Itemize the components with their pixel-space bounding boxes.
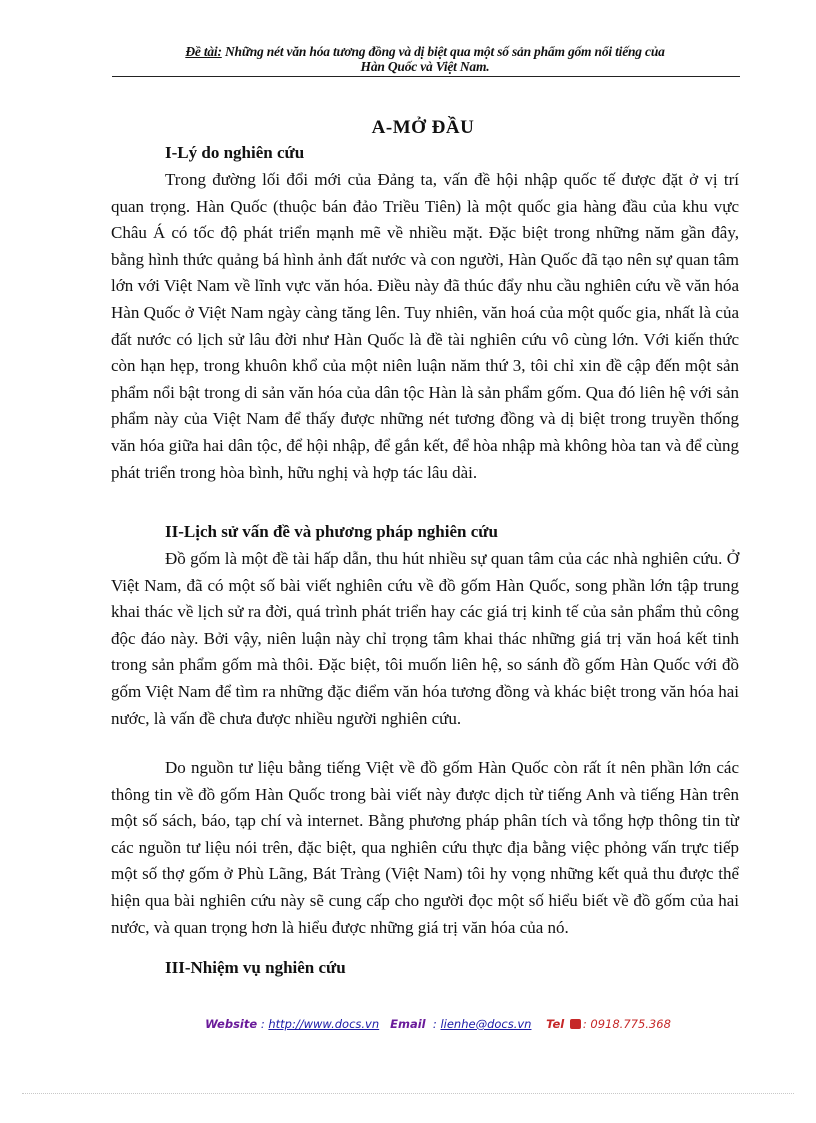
footer-website-link[interactable]: http://www.docs.vn [268, 1017, 380, 1031]
header-label: Đề tài: [185, 44, 222, 59]
header-title-line1: Những nét văn hóa tương đồng và dị biệt qua một số sản phẩm gốm nổi tiếng của [221, 44, 665, 59]
footer-website-label: Website [205, 1017, 258, 1031]
page-footer [0, 1017, 816, 1031]
footer-email-label: Email [390, 1017, 426, 1031]
header-title-line2: Hàn Quốc và Việt Nam. [360, 59, 490, 74]
footer-tel-label: Tel [546, 1017, 565, 1031]
heading-section-1: I-Lý do nghiên cứu [165, 143, 305, 162]
footer-colon: : [260, 1017, 265, 1031]
paragraph-section-2b: Do nguồn tư liệu bằng tiếng Việt về đồ gốm Hàn Quốc còn rất ít nên phần lớn các thông tin về đồ gốm Hàn Quốc trong bài viết này được dịch từ tiếng Anh và tiếng Hàn trên một số sách, báo, tạp chí và internet. Bằng phương pháp phân tích và tổng hợp thông tin từ các nguồn tư liệu nói trên, đặc biệt, qua nghiên cứu thực địa bằng việc phỏng vấn trực tiếp một số thợ gốm ở Phù Lãng, Bát Tràng (Việt Nam) tôi hy vọng những kết quả thu được thể hiện qua bài nghiên cứu này sẽ cung cấp cho người đọc một số hiểu biết về đồ gốm của hai nước, và quan trọng hơn là hiểu được những giá trị văn hóa của nó. [111, 758, 739, 937]
header-divider [112, 76, 740, 77]
footer-email-link[interactable]: lienhe@docs.vn [440, 1017, 532, 1031]
page-bottom-divider [22, 1093, 794, 1094]
phone-icon [570, 1019, 581, 1029]
heading-section-3: III-Nhiệm vụ nghiên cứu [165, 958, 346, 977]
footer-phone-number: 0918.775.368 [590, 1017, 671, 1031]
heading-section-2: II-Lịch sử vấn đề và phương pháp nghiên cứu [165, 522, 498, 541]
page-title: A-MỞ ĐẦU [371, 117, 475, 138]
footer-colon: : [582, 1017, 587, 1031]
paragraph-section-1: Trong đường lối đổi mới của Đảng ta, vấn đề hội nhập quốc tế được đặt ở vị trí quan trọng. Hàn Quốc (thuộc bán đảo Triều Tiên) là một quốc gia hàng đầu của khu vực Châu Á có tốc độ phát triển mạnh mẽ về nhiều mặt. Đặc biệt trong những năm gần đây, bằng hình thức quảng bá hình ảnh đất nước và con người, Hàn Quốc đã tạo nên sự quan tâm lớn với Việt Nam về lĩnh vực văn hóa. Điều này đã thúc đẩy nhu cầu nghiên cứu về văn hóa Hàn Quốc ở Việt Nam ngày càng tăng lên. Tuy nhiên, văn hoá của một quốc gia, nhất là của đất nước có lịch sử lâu đời như Hàn Quốc là đề tài nghiên cứu vô cùng lớn. Với kiến thức còn hạn hẹp, trong khuôn khổ của một niên luận năm thứ 3, tôi chỉ xin đề cập đến một sản phẩm nổi bật trong di sản văn hóa của dân tộc Hàn là sản phẩm gốm. Qua đó liên hệ với sản phẩm này của Việt Nam để thấy được những nét tương đồng và dị biệt trong truyền thống văn hóa giữa hai dân tộc, để hội nhập, để gắn kết, để hòa nhập mà không hòa tan và để cùng phát triển trong hòa bình, hữu nghị và hợp tác lâu dài. [111, 170, 739, 482]
footer-colon: : [432, 1017, 437, 1031]
page-header [110, 44, 740, 74]
paragraph-section-2a: Đồ gốm là một đề tài hấp dẫn, thu hút nhiều sự quan tâm của các nhà nghiên cứu. Ở Việt Nam, đã có một số bài viết nghiên cứu về đồ gốm Hàn Quốc, song phần lớn tập trung khai thác về lịch sử ra đời, quá trình phát triển hay các giá trị kinh tế của sản phẩm thủ công độc đáo này. Bởi vậy, niên luận này chỉ trọng tâm khai thác những giá trị văn hoá kết tinh trong sản phẩm gốm mà thôi. Đặc biệt, tôi muốn liên hệ, so sánh đồ gốm Hàn Quốc với đồ gốm Việt Nam để tìm ra những đặc điểm văn hóa tương đồng và khác biệt trong văn hóa hai nước, là vấn đề chưa được nhiều người nghiên cứu. [111, 549, 739, 728]
